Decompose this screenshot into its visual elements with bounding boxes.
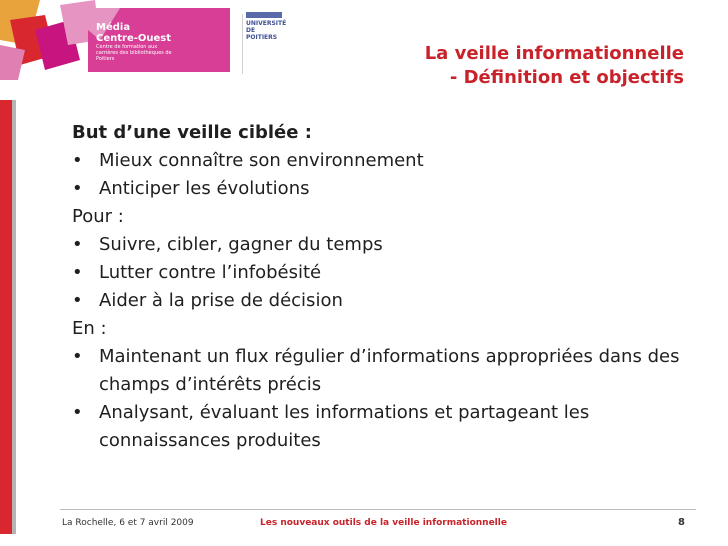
footer-date: La Rochelle, 6 et 7 avril 2009 <box>62 518 194 528</box>
media-centre-ouest-logo <box>0 0 230 80</box>
bullet-item: • Anticiper les évolutions <box>72 175 692 203</box>
left-shadow-bar <box>12 100 16 534</box>
section-label-pour: Pour : <box>72 206 124 227</box>
left-accent-bar <box>0 100 12 534</box>
slide-body <box>72 119 692 455</box>
logo-line-1: Média <box>96 22 131 33</box>
university-line-1: UNIVERSITÉ <box>246 20 287 27</box>
footer-title: Les nouveaux outils de la veille informationnelle <box>260 518 507 528</box>
logo-text <box>96 22 176 62</box>
title-line-2: - Définition et objectifs <box>449 67 684 88</box>
slide-title <box>425 42 684 90</box>
logo-line-3: Centre de formation aux carrières des bibliothèques de Poitiers <box>96 44 172 62</box>
university-line-2: DE POITIERS <box>246 27 278 41</box>
bullet-item: • Analysant, évaluant les informations et partageant les connaissances produites <box>72 399 692 455</box>
logo-divider <box>242 14 243 74</box>
university-logo-bar <box>246 12 282 18</box>
bullet-item: • Lutter contre l’infobésité <box>72 259 692 287</box>
bullet-item: • Maintenant un flux régulier d’informations appropriées dans des champs d’intérêts précis <box>72 343 692 399</box>
bullet-item: • Aider à la prise de décision <box>72 287 692 315</box>
bullet-item: • Suivre, cibler, gagner du temps <box>72 231 692 259</box>
bullet-item: • Mieux connaître son environnement <box>72 147 692 175</box>
body-heading: But d’une veille ciblée : <box>72 122 312 143</box>
footer-divider <box>60 509 696 510</box>
title-line-1: La veille informationnelle <box>424 43 684 64</box>
university-logo <box>246 12 286 41</box>
page-number: 8 <box>678 517 685 528</box>
logo-line-2: Centre-Ouest <box>96 33 172 44</box>
section-label-en: En : <box>72 318 107 339</box>
